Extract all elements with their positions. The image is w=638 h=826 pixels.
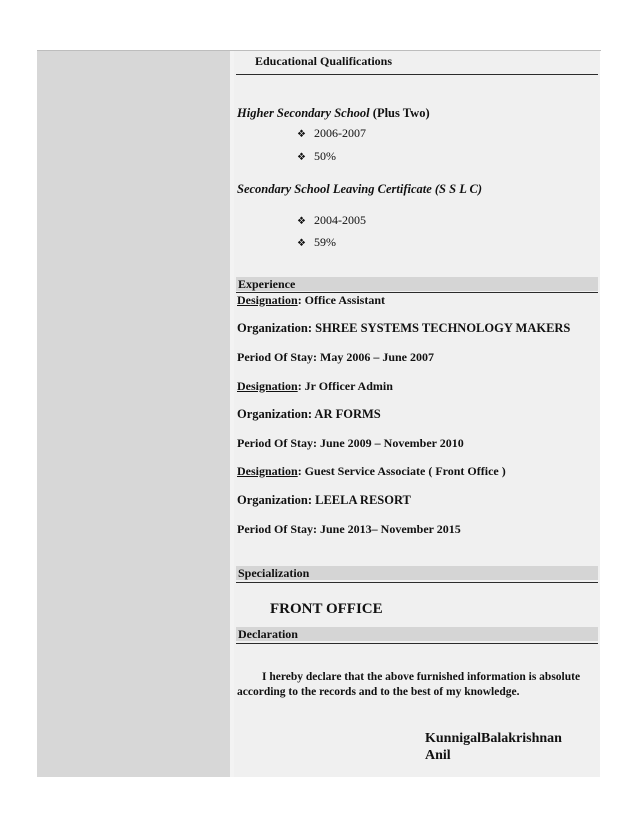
hsc-suffix: (Plus Two) [369,106,430,120]
education-heading: Educational Qualifications [255,54,393,68]
job-1-period: Period Of Stay: May 2006 – June 2007 [237,350,434,364]
declaration-heading-bar [236,627,598,641]
designation-value: : Jr Officer Admin [297,379,393,393]
list-item [297,149,336,164]
specialization-value: FRONT OFFICE [270,601,383,617]
job-3-period: Period Of Stay: June 2013– November 2015 [237,522,461,536]
diamond-bullet-icon: ❖ [297,216,306,227]
declaration-heading: Declaration [238,627,298,641]
experience-heading-bar [236,277,598,291]
designation-value: : Office Assistant [297,293,386,307]
diamond-bullet-icon: ❖ [297,129,306,140]
hsc-score: 50% [313,149,336,163]
sslc-title: Secondary School Leaving Certificate (S S L C) [237,182,483,196]
job-2-organization: Organization: AR FORMS [237,407,381,421]
job-1-organization: Organization: SHREE SYSTEMS TECHNOLOGY MAKERS [237,321,571,335]
signature-name-line-1: KunnigalBalakrishnan [425,731,562,746]
job-3-designation [237,464,506,479]
education-heading-rule [236,74,598,75]
left-sidebar [37,51,230,777]
designation-value: : Guest Service Associate ( Front Office ) [297,464,506,478]
declaration-line-1: I hereby declare that the above furnished information is absolute [262,671,581,683]
job-1-designation [237,293,385,308]
job-3-organization: Organization: LEELA RESORT [237,493,411,507]
specialization-heading-rule [236,582,598,583]
job-2-designation [237,379,393,394]
designation-label: Designation [237,464,298,478]
hsc-title [237,106,430,121]
list-item [297,213,366,228]
list-item [297,235,336,250]
designation-label: Designation [237,379,298,393]
declaration-line-2: according to the records and to the best of my knowledge. [237,686,520,698]
experience-heading: Experience [238,277,296,291]
hsc-year: 2006-2007 [313,126,366,140]
sslc-score: 59% [313,235,336,249]
list-item [297,126,366,141]
designation-label: Designation [237,293,298,307]
specialization-heading: Specialization [238,566,310,580]
declaration-heading-rule [236,643,598,644]
diamond-bullet-icon: ❖ [297,152,306,163]
sslc-year: 2004-2005 [313,213,366,227]
job-2-period: Period Of Stay: June 2009 – November 2010 [237,436,464,450]
hsc-name: Higher Secondary School [237,106,370,120]
signature-name-line-2: Anil [425,748,451,763]
diamond-bullet-icon: ❖ [297,238,306,249]
specialization-heading-bar [236,566,598,580]
